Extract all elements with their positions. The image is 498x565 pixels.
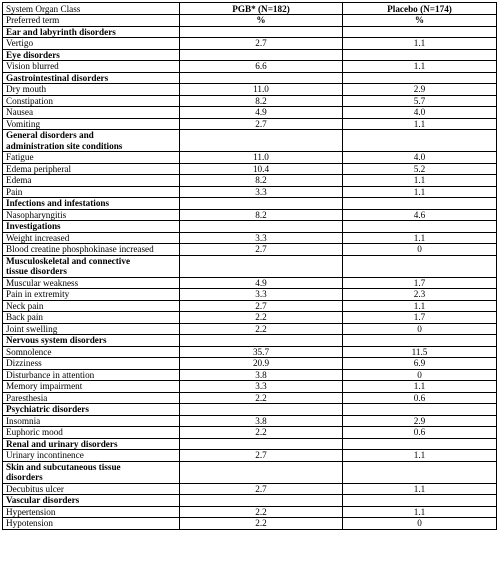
pgb-value-cell: 2.2 [180,392,343,404]
placebo-value-cell: 5.2 [343,163,497,175]
placebo-value-cell: 0 [343,369,497,381]
term-cell: Somnolence [3,346,180,358]
table-row [3,38,497,50]
section-empty-cell [180,438,343,450]
table-row [3,175,497,187]
section-row [3,26,497,38]
placebo-value-cell: 1.1 [343,483,497,495]
placebo-value-cell: 4.6 [343,209,497,221]
term-cell: Disturbance in attention [3,369,180,381]
table-row [3,381,497,393]
section-title: Eye disorders [3,49,180,61]
table-row [3,518,497,530]
table-row [3,483,497,495]
section-title: Investigations [3,221,180,233]
pgb-value-cell: 8.2 [180,175,343,187]
section-empty-cell [343,221,497,233]
header-preferred-term-label: Preferred term [3,15,180,27]
pgb-value-cell: 2.7 [180,450,343,462]
header-pgb: PGB* (N=182) [180,3,343,15]
section-title: Ear and labyrinth disorders [3,26,180,38]
section-empty-cell [343,335,497,347]
placebo-value-cell: 5.7 [343,95,497,107]
placebo-value-cell: 0 [343,518,497,530]
pgb-value-cell: 2.2 [180,323,343,335]
placebo-value-cell: 4.0 [343,107,497,119]
section-empty-cell [343,495,497,507]
term-cell: Vision blurred [3,61,180,73]
term-cell: Hypertension [3,506,180,518]
pgb-value-cell: 3.8 [180,369,343,381]
table-row [3,277,497,289]
section-row [3,130,497,152]
section-row [3,198,497,210]
section-empty-cell [343,26,497,38]
section-title: Infections and infestations [3,198,180,210]
pgb-value-cell: 8.2 [180,209,343,221]
term-cell: Edema [3,175,180,187]
section-empty-cell [180,198,343,210]
section-title: Vascular disorders [3,495,180,507]
table-body [3,3,497,530]
section-row [3,255,497,277]
placebo-value-cell: 1.1 [343,506,497,518]
adverse-events-table [2,2,497,530]
table-row [3,61,497,73]
pgb-value-cell: 2.7 [180,300,343,312]
pgb-value-cell: 2.2 [180,427,343,439]
table-row [3,107,497,119]
header-placebo-unit: % [343,15,497,27]
placebo-value-cell: 1.1 [343,232,497,244]
placebo-value-cell: 0.6 [343,392,497,404]
section-row [3,49,497,61]
section-empty-cell [180,26,343,38]
placebo-value-cell: 11.5 [343,346,497,358]
placebo-value-cell: 0 [343,323,497,335]
pgb-value-cell: 8.2 [180,95,343,107]
term-cell: Insomnia [3,415,180,427]
section-row [3,404,497,416]
pgb-value-cell: 2.7 [180,118,343,130]
placebo-value-cell: 2.9 [343,84,497,96]
term-cell: Fatigue [3,152,180,164]
placebo-value-cell: 2.3 [343,289,497,301]
pgb-value-cell: 11.0 [180,84,343,96]
section-row [3,461,497,483]
table-row [3,450,497,462]
term-cell: Pain [3,186,180,198]
pgb-value-cell: 35.7 [180,346,343,358]
table-row [3,415,497,427]
table-row [3,244,497,256]
term-cell: Paresthesia [3,392,180,404]
section-empty-cell [180,461,343,483]
table-row [3,232,497,244]
section-empty-cell [343,198,497,210]
header-pgb-unit: % [180,15,343,27]
section-empty-cell [180,335,343,347]
section-title: Musculoskeletal and connective tissue disorders [3,255,180,277]
section-empty-cell [343,49,497,61]
section-title: Nervous system disorders [3,335,180,347]
section-row [3,72,497,84]
table-row [3,186,497,198]
term-cell: Blood creatine phosphokinase increased [3,244,180,256]
pgb-value-cell: 20.9 [180,358,343,370]
term-cell: Constipation [3,95,180,107]
section-title: Renal and urinary disorders [3,438,180,450]
placebo-value-cell: 1.7 [343,312,497,324]
term-cell: Vertigo [3,38,180,50]
pgb-value-cell: 3.3 [180,289,343,301]
section-empty-cell [180,255,343,277]
pgb-value-cell: 3.3 [180,186,343,198]
table-row [3,323,497,335]
section-title: Gastrointestinal disorders [3,72,180,84]
table-row [3,118,497,130]
term-cell: Muscular weakness [3,277,180,289]
pgb-value-cell: 4.9 [180,277,343,289]
pgb-value-cell: 6.6 [180,61,343,73]
term-cell: Memory impairment [3,381,180,393]
placebo-value-cell: 6.9 [343,358,497,370]
term-cell: Dry mouth [3,84,180,96]
pgb-value-cell: 2.7 [180,244,343,256]
table-row [3,358,497,370]
term-cell: Euphoric mood [3,427,180,439]
adverse-events-table-container [2,2,497,530]
pgb-value-cell: 2.7 [180,483,343,495]
table-row [3,369,497,381]
header-placebo: Placebo (N=174) [343,3,497,15]
section-empty-cell [343,404,497,416]
section-empty-cell [343,461,497,483]
header-row-units [3,15,497,27]
section-title: Psychiatric disorders [3,404,180,416]
pgb-value-cell: 10.4 [180,163,343,175]
section-empty-cell [343,72,497,84]
pgb-value-cell: 11.0 [180,152,343,164]
section-empty-cell [180,72,343,84]
placebo-value-cell: 4.0 [343,152,497,164]
term-cell: Neck pain [3,300,180,312]
term-cell: Nausea [3,107,180,119]
pgb-value-cell: 2.2 [180,312,343,324]
section-title: Skin and subcutaneous tissue disorders [3,461,180,483]
section-empty-cell [180,495,343,507]
table-row [3,152,497,164]
pgb-value-cell: 3.3 [180,232,343,244]
section-empty-cell [343,255,497,277]
section-title: General disorders and administration site conditions [3,130,180,152]
header-row [3,3,497,15]
table-row [3,346,497,358]
section-row [3,221,497,233]
section-empty-cell [343,438,497,450]
pgb-value-cell: 3.8 [180,415,343,427]
term-cell: Pain in extremity [3,289,180,301]
placebo-value-cell: 1.1 [343,38,497,50]
term-cell: Decubitus ulcer [3,483,180,495]
placebo-value-cell: 0 [343,244,497,256]
placebo-value-cell: 1.1 [343,300,497,312]
term-cell: Edema peripheral [3,163,180,175]
placebo-value-cell: 2.9 [343,415,497,427]
pgb-value-cell: 2.2 [180,506,343,518]
term-cell: Vomiting [3,118,180,130]
term-cell: Weight increased [3,232,180,244]
section-row [3,495,497,507]
placebo-value-cell: 1.1 [343,175,497,187]
table-row [3,300,497,312]
placebo-value-cell: 0.6 [343,427,497,439]
section-row [3,438,497,450]
term-cell: Urinary incontinence [3,450,180,462]
term-cell: Nasopharyngitis [3,209,180,221]
pgb-value-cell: 4.9 [180,107,343,119]
placebo-value-cell: 1.7 [343,277,497,289]
table-row [3,95,497,107]
table-row [3,289,497,301]
placebo-value-cell: 1.1 [343,450,497,462]
section-empty-cell [180,404,343,416]
table-row [3,163,497,175]
placebo-value-cell: 1.1 [343,186,497,198]
section-empty-cell [180,221,343,233]
section-row [3,335,497,347]
term-cell: Joint swelling [3,323,180,335]
table-row [3,506,497,518]
table-row [3,84,497,96]
table-row [3,209,497,221]
table-row [3,392,497,404]
term-cell: Hypotension [3,518,180,530]
placebo-value-cell: 1.1 [343,118,497,130]
header-soc-label: System Organ Class [3,3,180,15]
section-empty-cell [180,49,343,61]
term-cell: Back pain [3,312,180,324]
section-empty-cell [180,130,343,152]
term-cell: Dizziness [3,358,180,370]
pgb-value-cell: 2.7 [180,38,343,50]
pgb-value-cell: 3.3 [180,381,343,393]
placebo-value-cell: 1.1 [343,61,497,73]
table-row [3,427,497,439]
placebo-value-cell: 1.1 [343,381,497,393]
table-row [3,312,497,324]
section-empty-cell [343,130,497,152]
pgb-value-cell: 2.2 [180,518,343,530]
